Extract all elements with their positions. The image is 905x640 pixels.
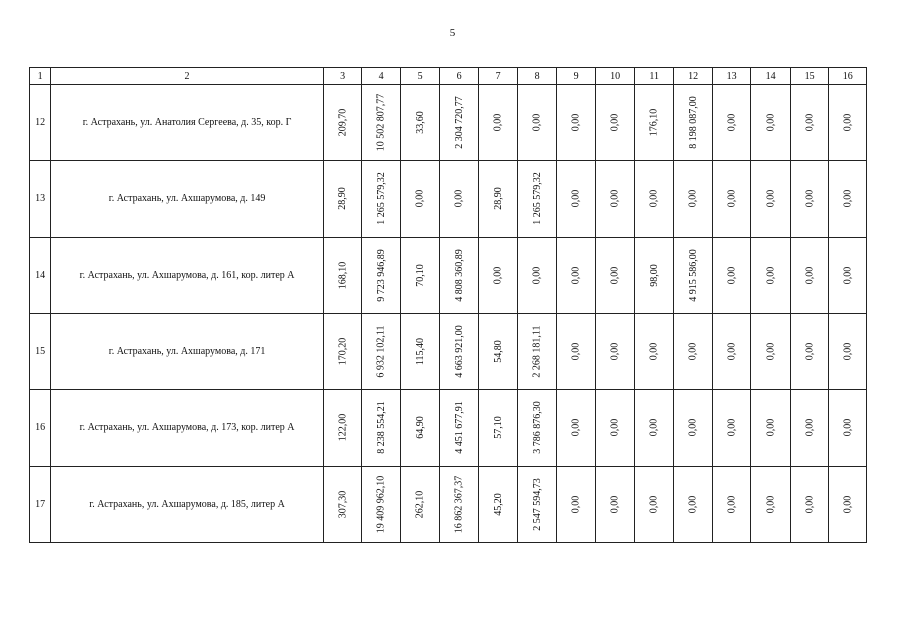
value-text: 4 808 360,89: [453, 249, 465, 302]
value-text: 209,70: [337, 108, 349, 137]
value-cell: [556, 85, 596, 161]
value-text: 33,60: [414, 111, 426, 134]
column-number-header: 14: [751, 68, 791, 85]
value-text: 6 932 102,11: [375, 325, 387, 378]
row-number: 12: [30, 85, 51, 161]
column-number-header: 10: [596, 68, 635, 85]
table-row: [30, 237, 867, 313]
value-text: 0,00: [648, 190, 660, 208]
value-cell: [634, 161, 674, 237]
value-cell: [634, 390, 674, 466]
value-text: 0,00: [414, 190, 426, 208]
value-text: 0,00: [726, 190, 738, 208]
value-cell: [674, 466, 713, 542]
value-text: 0,00: [765, 266, 777, 285]
value-cell: [829, 390, 867, 466]
address-cell: г. Астрахань, ул. Ахшарумова, д. 171: [51, 313, 324, 389]
value-cell: [440, 390, 479, 466]
value-text: 176,10: [648, 108, 660, 137]
value-cell: [829, 313, 867, 389]
value-text: 0,00: [726, 113, 738, 132]
value-text: 4 663 921,00: [453, 325, 465, 378]
table-row: [30, 466, 867, 542]
value-cell: [596, 466, 635, 542]
value-cell: [478, 161, 518, 237]
value-text: 0,00: [804, 342, 816, 361]
value-cell: [400, 313, 440, 389]
value-cell: [556, 390, 596, 466]
value-text: 0,00: [570, 113, 582, 132]
value-cell: [712, 313, 751, 389]
value-cell: [751, 390, 791, 466]
value-text: 0,00: [842, 190, 854, 208]
value-text: 0,00: [609, 113, 621, 132]
value-cell: [478, 237, 518, 313]
value-cell: [712, 85, 751, 161]
value-cell: [712, 161, 751, 237]
value-text: 64,90: [414, 416, 426, 440]
value-cell: [751, 237, 791, 313]
value-text: 0,00: [842, 266, 854, 285]
value-text: 3 786 876,30: [531, 401, 543, 455]
value-text: 0,00: [531, 113, 543, 132]
value-text: 70,10: [414, 264, 426, 287]
value-cell: [518, 313, 557, 389]
value-cell: [596, 313, 635, 389]
column-number-header: 7: [478, 68, 518, 85]
value-cell: [596, 85, 635, 161]
value-text: 0,00: [609, 495, 621, 514]
table-row: [30, 161, 867, 237]
value-cell: [596, 237, 635, 313]
value-text: 0,00: [765, 113, 777, 132]
value-text: 0,00: [687, 495, 699, 514]
value-text: 0,00: [765, 495, 777, 514]
value-text: 0,00: [648, 419, 660, 437]
column-number-header: 6: [440, 68, 479, 85]
value-text: 45,20: [492, 493, 504, 516]
value-cell: [634, 466, 674, 542]
column-number-row: [30, 68, 867, 85]
value-text: 28,90: [492, 187, 504, 211]
value-text: 168,10: [337, 261, 349, 290]
value-text: 0,00: [726, 495, 738, 514]
value-text: 0,00: [804, 495, 816, 514]
column-number-header: 4: [362, 68, 401, 85]
value-cell: [751, 161, 791, 237]
value-text: 0,00: [842, 342, 854, 361]
column-number-header: 12: [674, 68, 713, 85]
value-cell: [478, 466, 518, 542]
value-text: 0,00: [570, 495, 582, 514]
value-text: 0,00: [842, 113, 854, 132]
column-number-header: 16: [829, 68, 867, 85]
value-text: 0,00: [804, 419, 816, 437]
page-number: 5: [449, 27, 456, 39]
value-cell: [362, 237, 401, 313]
value-cell: [323, 313, 362, 389]
table-row: [30, 85, 867, 161]
value-text: 0,00: [687, 419, 699, 437]
value-text: 57,10: [492, 416, 504, 440]
value-text: 28,90: [337, 187, 349, 211]
address-cell: г. Астрахань, ул. Ахшарумова, д. 173, кор. литер А: [51, 390, 324, 466]
value-cell: [518, 237, 557, 313]
value-cell: [323, 237, 362, 313]
value-cell: [751, 466, 791, 542]
value-text: 19 409 962,10: [375, 475, 387, 534]
value-cell: [440, 237, 479, 313]
value-cell: [674, 390, 713, 466]
value-text: 1 265 579,32: [375, 172, 387, 226]
value-cell: [790, 466, 829, 542]
row-number: 14: [30, 237, 51, 313]
value-cell: [596, 390, 635, 466]
table-body: [30, 85, 867, 543]
value-cell: [674, 85, 713, 161]
value-text: 115,40: [414, 338, 426, 366]
column-number-header: 2: [51, 68, 324, 85]
value-text: 98,00: [648, 264, 660, 287]
value-text: 0,00: [765, 419, 777, 437]
value-text: 0,00: [492, 266, 504, 285]
value-text: 1 265 579,32: [531, 172, 543, 226]
value-text: 2 304 720,77: [453, 96, 465, 149]
value-text: 54,80: [492, 340, 504, 363]
value-text: 0,00: [765, 342, 777, 361]
value-text: 0,00: [726, 342, 738, 361]
column-number-header: 9: [556, 68, 596, 85]
value-cell: [400, 466, 440, 542]
value-cell: [790, 313, 829, 389]
value-cell: [596, 161, 635, 237]
value-cell: [674, 161, 713, 237]
value-text: 0,00: [570, 190, 582, 208]
value-cell: [400, 85, 440, 161]
value-text: 16 862 367,37: [453, 475, 465, 534]
address-cell: г. Астрахань, ул. Ахшарумова, д. 149: [51, 161, 324, 237]
value-cell: [362, 313, 401, 389]
value-text: 2 268 181,11: [531, 325, 543, 378]
value-text: 0,00: [609, 266, 621, 285]
value-text: 307,30: [337, 490, 349, 519]
value-cell: [518, 390, 557, 466]
value-cell: [751, 85, 791, 161]
value-text: 0,00: [842, 419, 854, 437]
value-cell: [712, 390, 751, 466]
value-cell: [674, 313, 713, 389]
value-cell: [751, 313, 791, 389]
value-text: 170,20: [337, 337, 349, 366]
value-text: 9 723 946,89: [375, 249, 387, 302]
value-cell: [323, 161, 362, 237]
value-cell: [362, 161, 401, 237]
value-text: 0,00: [726, 266, 738, 285]
value-text: 0,00: [609, 342, 621, 361]
column-number-header: 3: [323, 68, 362, 85]
value-text: 8 198 087,00: [687, 96, 699, 149]
value-cell: [362, 85, 401, 161]
value-text: 0,00: [726, 419, 738, 437]
value-cell: [829, 161, 867, 237]
value-cell: [634, 313, 674, 389]
value-text: 0,00: [687, 342, 699, 361]
value-text: 0,00: [609, 419, 621, 437]
address-cell: г. Астрахань, ул. Анатолия Сергеева, д. 35, кор. Г: [51, 85, 324, 161]
value-cell: [790, 161, 829, 237]
table-row: [30, 313, 867, 389]
value-text: 0,00: [531, 266, 543, 285]
column-number-header: 15: [790, 68, 829, 85]
value-cell: [362, 390, 401, 466]
value-cell: [440, 85, 479, 161]
value-cell: [518, 161, 557, 237]
value-cell: [400, 161, 440, 237]
value-text: 0,00: [648, 342, 660, 361]
value-cell: [362, 466, 401, 542]
column-number-header: 5: [400, 68, 440, 85]
value-cell: [323, 466, 362, 542]
value-cell: [556, 161, 596, 237]
address-cell: г. Астрахань, ул. Ахшарумова, д. 185, литер А: [51, 466, 324, 542]
value-cell: [556, 313, 596, 389]
value-text: 0,00: [804, 266, 816, 285]
value-cell: [790, 390, 829, 466]
value-text: 4 915 586,00: [687, 249, 699, 302]
value-text: 0,00: [570, 419, 582, 437]
value-cell: [829, 85, 867, 161]
value-cell: [674, 237, 713, 313]
value-text: 262,10: [414, 490, 426, 519]
value-text: 0,00: [804, 190, 816, 208]
value-text: 122,00: [337, 414, 349, 442]
value-cell: [634, 237, 674, 313]
value-cell: [712, 466, 751, 542]
value-cell: [400, 237, 440, 313]
value-cell: [829, 466, 867, 542]
value-cell: [440, 161, 479, 237]
value-cell: [829, 237, 867, 313]
table-row: [30, 390, 867, 466]
value-cell: [556, 237, 596, 313]
column-number-header: 1: [30, 68, 51, 85]
register-table: [29, 67, 867, 543]
value-cell: [478, 390, 518, 466]
row-number: 15: [30, 313, 51, 389]
value-text: 0,00: [492, 113, 504, 132]
value-text: 8 238 554,21: [375, 401, 387, 455]
value-cell: [556, 466, 596, 542]
address-cell: г. Астрахань, ул. Ахшарумова, д. 161, кор. литер А: [51, 237, 324, 313]
value-cell: [634, 85, 674, 161]
row-number: 16: [30, 390, 51, 466]
value-text: 10 502 807,77: [375, 93, 387, 152]
column-number-header: 13: [712, 68, 751, 85]
value-text: 0,00: [687, 190, 699, 208]
value-text: 2 547 594,73: [531, 478, 543, 531]
value-cell: [518, 466, 557, 542]
value-cell: [478, 313, 518, 389]
value-text: 0,00: [765, 190, 777, 208]
column-number-header: 11: [634, 68, 674, 85]
value-cell: [440, 313, 479, 389]
row-number: 17: [30, 466, 51, 542]
value-text: 4 451 677,91: [453, 401, 465, 455]
value-cell: [478, 85, 518, 161]
value-text: 0,00: [453, 190, 465, 208]
value-text: 0,00: [570, 266, 582, 285]
value-text: 0,00: [570, 342, 582, 361]
value-text: 0,00: [648, 495, 660, 514]
value-cell: [790, 85, 829, 161]
value-cell: [518, 85, 557, 161]
value-text: 0,00: [804, 113, 816, 132]
value-cell: [323, 85, 362, 161]
row-number: 13: [30, 161, 51, 237]
value-cell: [323, 390, 362, 466]
value-cell: [790, 237, 829, 313]
value-cell: [712, 237, 751, 313]
value-cell: [400, 390, 440, 466]
value-text: 0,00: [609, 190, 621, 208]
value-text: 0,00: [842, 495, 854, 514]
value-cell: [440, 466, 479, 542]
column-number-header: 8: [518, 68, 557, 85]
